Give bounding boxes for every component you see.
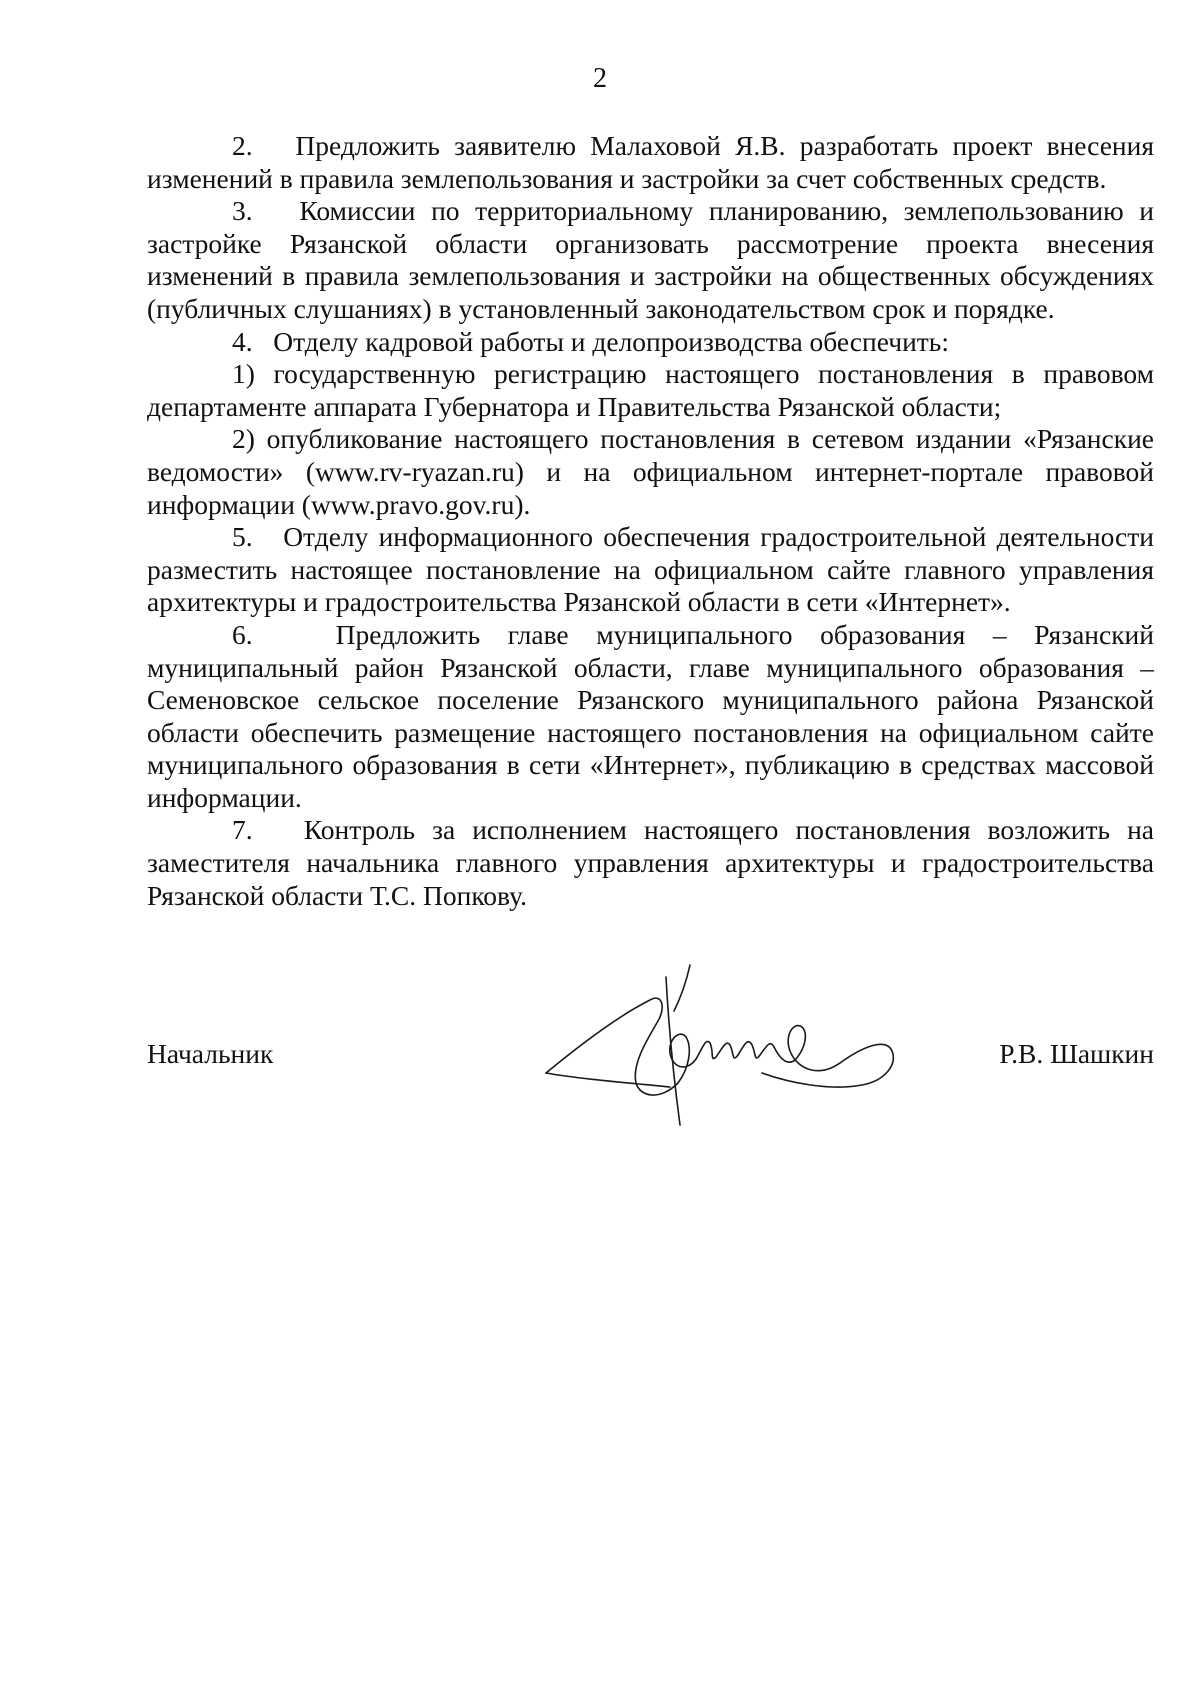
paragraph-2: 2. Предложить заявителю Малаховой Я.В. разработать проект внесения изменений в правила землепользования и застройки за счет собственных средств. <box>147 130 1154 194</box>
paragraph-4-item-1: 1) государственную регистрацию настоящего постановления в правовом департаменте аппарата Губернатора и Правительства Рязанской области; <box>147 358 1154 422</box>
signer-name: Р.В. Шашкин <box>999 1038 1154 1069</box>
signer-position: Начальник <box>147 1038 274 1069</box>
document-body <box>147 130 1154 912</box>
paragraph-4: 4. Отделу кадровой работы и делопроизводства обеспечить: <box>232 325 949 357</box>
paragraph-7: 7. Контроль за исполнением настоящего постановления возложить на заместителя начальника главного управления архитектуры и градостроительства Рязанской области Т.С. Попкову. <box>147 814 1154 911</box>
paragraph-3: 3. Комиссии по территориальному планированию, землепользованию и застройке Рязанской области организовать рассмотрение проекта внесения изменений в правила землепользования и застройки на общественных обсуждениях (публичных слушаниях) в установленный законодательством срок и порядке. <box>147 195 1154 324</box>
signature-block <box>147 1036 1154 1076</box>
paragraph-6: 6. Предложить главе муниципального образования – Рязанский муниципальный район Рязанской области, главе муниципального образования – Семеновское сельское поселение Рязанского муниципального района Рязанской области обеспечить размещение настоящего постановления на официальном сайте муниципального образования в сети «Интернет», публикацию в средствах массовой информации. <box>147 618 1154 813</box>
paragraph-5: 5. Отделу информационного обеспечения градостроительной деятельности разместить настоящее постановление на официальном сайте главного управления архитектуры и градостроительства Рязанской области в сети «Интернет». <box>147 521 1154 618</box>
paragraph-4-item-2: 2) опубликование настоящего постановления в сетевом издании «Рязанские ведомости» (www.rv-ryazan.ru) и на официальном интернет-портале правовой информации (www.pravo.gov.ru). <box>147 423 1154 520</box>
page-number: 2 <box>593 63 607 94</box>
